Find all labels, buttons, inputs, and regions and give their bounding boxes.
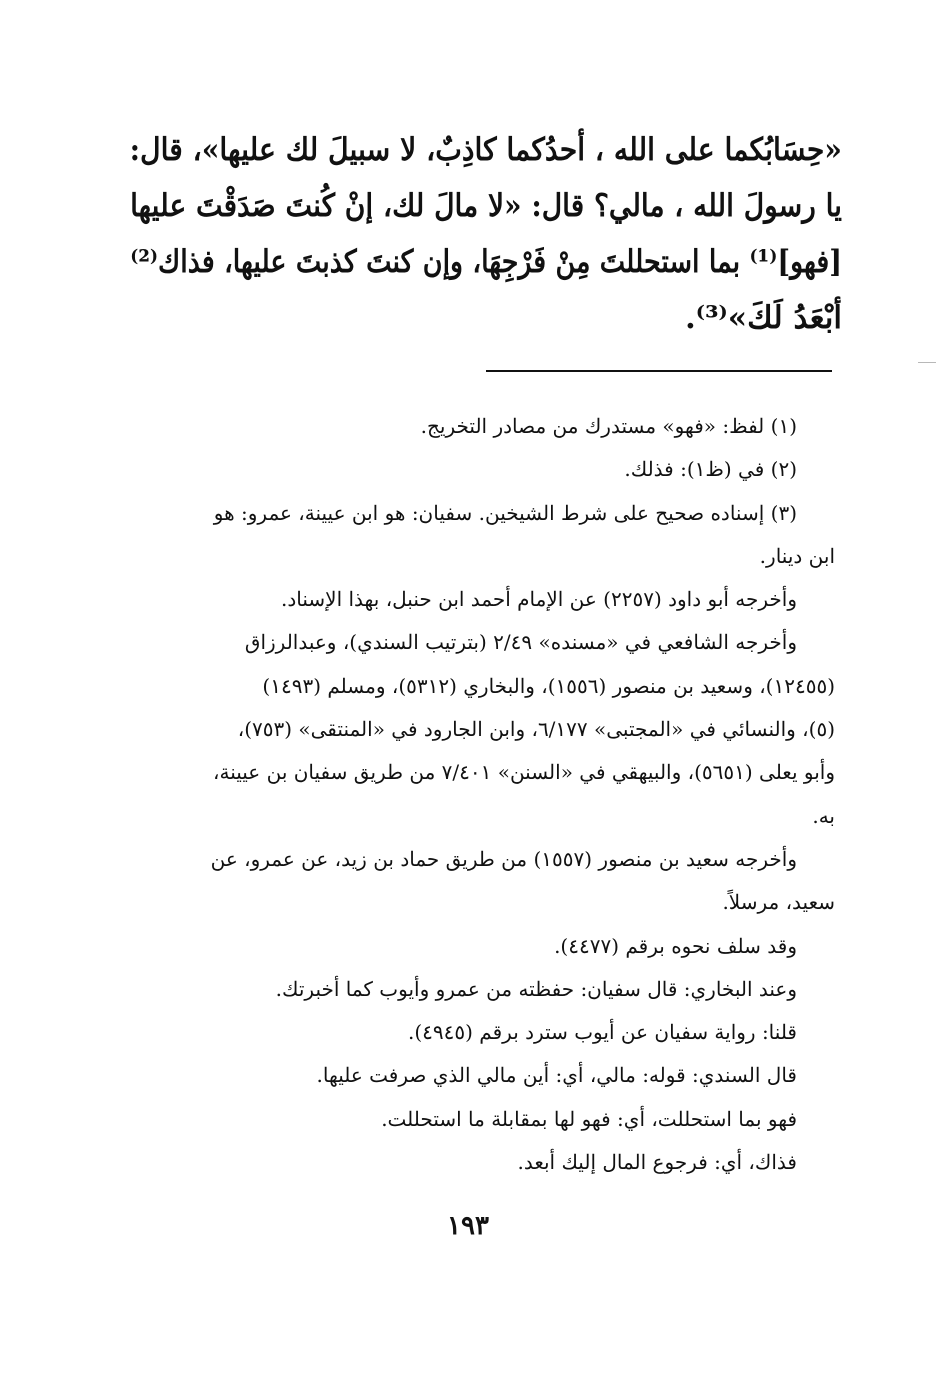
hadith-line: [فهو]⁽¹⁾ بما استحللتَ مِنْ فَرْجِهَا، وإن كنتَ كذبتَ عليها، فذاك⁽²⁾ — [130, 244, 842, 280]
footnote-line: وأبو يعلى (٥٦٥١)، والبيهقي في «السنن» ٧/٤٠١ من طريق سفيان بن عيينة، — [213, 760, 835, 785]
margin-mark — [918, 362, 936, 363]
footnote-line: وأخرجه سعيد بن منصور (١٥٥٧) من طريق حماد بن زيد، عن عمرو، عن — [210, 846, 797, 871]
footnote-line: وأخرجه الشافعي في «مسنده» ٢/٤٩ (بترتيب السندي)، وعبدالرزاق — [244, 630, 797, 655]
footnote-line: به. — [812, 803, 835, 828]
footnote-line: (٥)، والنسائي في «المجتبى» ٦/١٧٧، وابن الجارود في «المنتقى» (٧٥٣)، — [237, 717, 835, 742]
footnote-line: فذاك، أي: فرجوع المال إليك أبعد. — [517, 1150, 797, 1175]
footnote-1: (١) لفظ: «فهو» مستدرك من مصادر التخريج. — [420, 414, 797, 438]
footnote-line: قلنا: رواية سفيان عن أيوب سترد برقم (٤٩٤٥). — [408, 1020, 797, 1045]
footnote-line: وأخرجه أبو داود (٢٢٥٧) عن الإمام أحمد ابن حنبل، بهذا الإسناد. — [281, 587, 797, 612]
footnote-line: وعند البخاري: قال سفيان: حفظته من عمرو وأيوب كما أخبرتك. — [275, 976, 797, 1001]
footnote-2: (٢) في (ظ١): فذلك. — [624, 457, 797, 482]
footnote-line: فهو بما استحللت، أي: فهو لها بمقابلة ما استحللت. — [381, 1106, 797, 1131]
footnote-3: (٣) إسناده صحيح على شرط الشيخين. سفيان: هو ابن عيينة، عمرو: هو — [213, 500, 797, 525]
footnote-line: (١٢٤٥٥)، وسعيد بن منصور (١٥٥٦)، والبخاري (٥٣١٢)، ومسلم (١٤٩٣) — [262, 673, 835, 698]
page-number: ١٩٣ — [447, 1211, 489, 1241]
footnote-divider — [486, 370, 832, 372]
footnote-line: ابن دينار. — [759, 543, 835, 568]
hadith-text — [130, 122, 842, 346]
hadith-line: يا رسولَ الله ، مالي؟ قال: «لا مالَ لك، إنْ كُنتَ صَدَقْتَ عليها — [130, 188, 842, 224]
footnotes — [135, 405, 835, 1184]
footnote-line: سعيد، مرسلاً. — [722, 890, 835, 915]
hadith-line: أبْعَدُ لَكَ»⁽³⁾. — [684, 300, 842, 336]
footnote-line: وقد سلف نحوه برقم (٤٤٧٧). — [554, 933, 797, 958]
footnote-line: قال السندي: قوله: مالي، أي: أين مالي الذي صرفت عليها. — [316, 1063, 797, 1088]
hadith-line: «حِسَابُكما على الله ، أحدُكما كاذِبٌ، لا سبيلَ لك عليها»، قال: — [129, 132, 843, 168]
